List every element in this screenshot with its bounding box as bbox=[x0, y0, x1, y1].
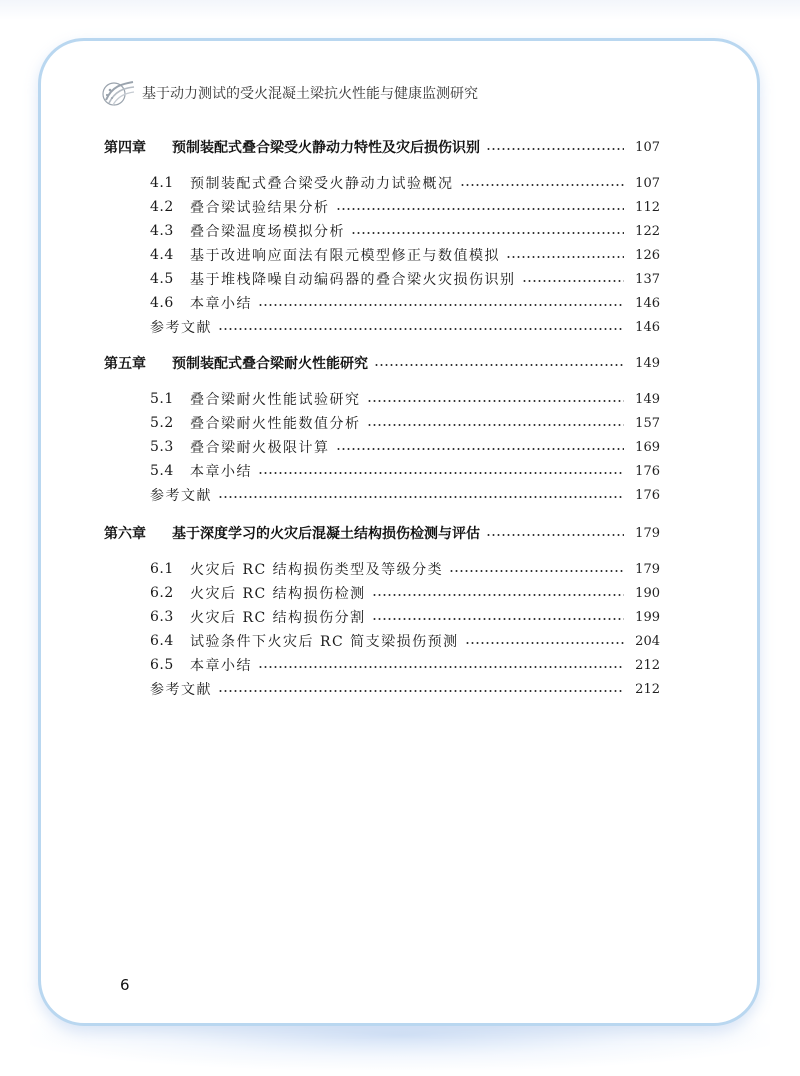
section-number: 4.4 bbox=[150, 247, 174, 263]
toc-section-row[interactable] bbox=[0, 606, 800, 628]
toc-section-row[interactable] bbox=[0, 268, 800, 290]
page-number: 126 bbox=[635, 247, 660, 263]
section-title: 试验条件下火灾后 RC 简支梁损伤预测 bbox=[190, 634, 459, 650]
section-number: 4.1 bbox=[150, 175, 174, 191]
section-number: 6.4 bbox=[150, 633, 174, 649]
page-number: 149 bbox=[635, 355, 660, 371]
section-title: 叠合梁温度场模拟分析 bbox=[190, 224, 345, 240]
toc-references-row[interactable] bbox=[0, 484, 800, 506]
section-title: 基于堆栈降噪自动编码器的叠合梁火灾损伤识别 bbox=[190, 272, 516, 288]
toc-chapter-row[interactable] bbox=[0, 352, 800, 374]
leader-dots bbox=[460, 184, 625, 186]
section-title: 预制装配式叠合梁受火静动力试验概况 bbox=[190, 176, 454, 192]
page-number: 179 bbox=[635, 561, 660, 577]
leader-dots bbox=[351, 232, 624, 234]
leader-dots bbox=[218, 496, 624, 498]
toc-section-row[interactable] bbox=[0, 630, 800, 652]
toc-section-row[interactable] bbox=[0, 582, 800, 604]
page-number: 176 bbox=[635, 463, 660, 479]
section-title: 火灾后 RC 结构损伤类型及等级分类 bbox=[190, 562, 444, 578]
section-title: 叠合梁耐火极限计算 bbox=[190, 440, 330, 456]
page-number: 137 bbox=[635, 271, 660, 287]
toc-section-row[interactable] bbox=[0, 292, 800, 314]
chapter-title: 基于深度学习的火灾后混凝土结构损伤检测与评估 bbox=[172, 526, 480, 542]
toc-section-row[interactable] bbox=[0, 436, 800, 458]
section-number: 6.1 bbox=[150, 561, 174, 577]
section-number: 4.2 bbox=[150, 199, 174, 215]
section-number: 4.3 bbox=[150, 223, 174, 239]
section-title: 火灾后 RC 结构损伤检测 bbox=[190, 586, 366, 602]
section-title: 本章小结 bbox=[190, 658, 252, 674]
section-number: 6.2 bbox=[150, 585, 174, 601]
section-number: 5.4 bbox=[150, 463, 174, 479]
page-number: 146 bbox=[635, 295, 660, 311]
section-number: 6.3 bbox=[150, 609, 174, 625]
page-number: 107 bbox=[635, 139, 660, 155]
publisher-logo-icon bbox=[100, 78, 136, 108]
section-number: 5.1 bbox=[150, 391, 174, 407]
leader-dots bbox=[218, 690, 624, 692]
leader-dots bbox=[449, 570, 624, 572]
page-number: 149 bbox=[635, 391, 660, 407]
section-title: 叠合梁耐火性能数值分析 bbox=[190, 416, 361, 432]
page-number: 199 bbox=[635, 609, 660, 625]
toc-section-row[interactable] bbox=[0, 412, 800, 434]
chapter-number: 第五章 bbox=[104, 356, 146, 372]
chapter-title: 预制装配式叠合梁受火静动力特性及灾后损伤识别 bbox=[172, 140, 480, 156]
page-number: 190 bbox=[635, 585, 660, 601]
top-background bbox=[0, 0, 800, 20]
section-title: 叠合梁耐火性能试验研究 bbox=[190, 392, 361, 408]
running-header bbox=[100, 78, 478, 108]
leader-dots bbox=[336, 448, 625, 450]
leader-dots bbox=[367, 424, 625, 426]
page-number: 212 bbox=[635, 657, 660, 673]
page-number: 157 bbox=[635, 415, 660, 431]
toc-chapter-row[interactable] bbox=[0, 522, 800, 544]
leader-dots bbox=[486, 148, 624, 150]
toc-section-row[interactable] bbox=[0, 654, 800, 676]
folio-page-number: 6 bbox=[120, 976, 130, 994]
page-number: 176 bbox=[635, 487, 660, 503]
leader-dots bbox=[374, 364, 624, 366]
leader-dots bbox=[465, 642, 624, 644]
page-number: 146 bbox=[635, 319, 660, 335]
toc-section-row[interactable] bbox=[0, 460, 800, 482]
leader-dots bbox=[522, 280, 625, 282]
section-number: 6.5 bbox=[150, 657, 174, 673]
toc-section-row[interactable] bbox=[0, 172, 800, 194]
section-number: 5.3 bbox=[150, 439, 174, 455]
page-number: 179 bbox=[635, 525, 660, 541]
page-number: 112 bbox=[635, 199, 660, 215]
running-header-title: 基于动力测试的受火混凝土梁抗火性能与健康监测研究 bbox=[142, 86, 478, 102]
section-title: 本章小结 bbox=[190, 296, 252, 312]
references-title: 参考文献 bbox=[150, 682, 212, 698]
leader-dots bbox=[506, 256, 624, 258]
leader-dots bbox=[372, 618, 624, 620]
toc-references-row[interactable] bbox=[0, 316, 800, 338]
leader-dots bbox=[258, 472, 624, 474]
chapter-number: 第六章 bbox=[104, 526, 146, 542]
section-title: 本章小结 bbox=[190, 464, 252, 480]
leader-dots bbox=[372, 594, 624, 596]
toc-references-row[interactable] bbox=[0, 678, 800, 700]
chapter-title: 预制装配式叠合梁耐火性能研究 bbox=[172, 356, 368, 372]
section-title: 火灾后 RC 结构损伤分割 bbox=[190, 610, 366, 626]
section-number: 4.5 bbox=[150, 271, 174, 287]
chapter-number: 第四章 bbox=[104, 140, 146, 156]
toc-section-row[interactable] bbox=[0, 244, 800, 266]
references-title: 参考文献 bbox=[150, 488, 212, 504]
leader-dots bbox=[367, 400, 625, 402]
references-title: 参考文献 bbox=[150, 320, 212, 336]
leader-dots bbox=[218, 328, 624, 330]
toc-section-row[interactable] bbox=[0, 220, 800, 242]
leader-dots bbox=[258, 666, 624, 668]
leader-dots bbox=[336, 208, 625, 210]
leader-dots bbox=[486, 534, 624, 536]
toc-chapter-row[interactable] bbox=[0, 136, 800, 158]
page-number: 169 bbox=[635, 439, 660, 455]
section-number: 5.2 bbox=[150, 415, 174, 431]
toc-section-row[interactable] bbox=[0, 558, 800, 580]
toc-section-row[interactable] bbox=[0, 196, 800, 218]
page-number: 212 bbox=[635, 681, 660, 697]
section-title: 基于改进响应面法有限元模型修正与数值模拟 bbox=[190, 248, 500, 264]
section-title: 叠合梁试验结果分析 bbox=[190, 200, 330, 216]
page-number: 204 bbox=[635, 633, 660, 649]
section-number: 4.6 bbox=[150, 295, 174, 311]
leader-dots bbox=[258, 304, 624, 306]
page-number: 107 bbox=[635, 175, 660, 191]
toc-section-row[interactable] bbox=[0, 388, 800, 410]
page-number: 122 bbox=[635, 223, 660, 239]
